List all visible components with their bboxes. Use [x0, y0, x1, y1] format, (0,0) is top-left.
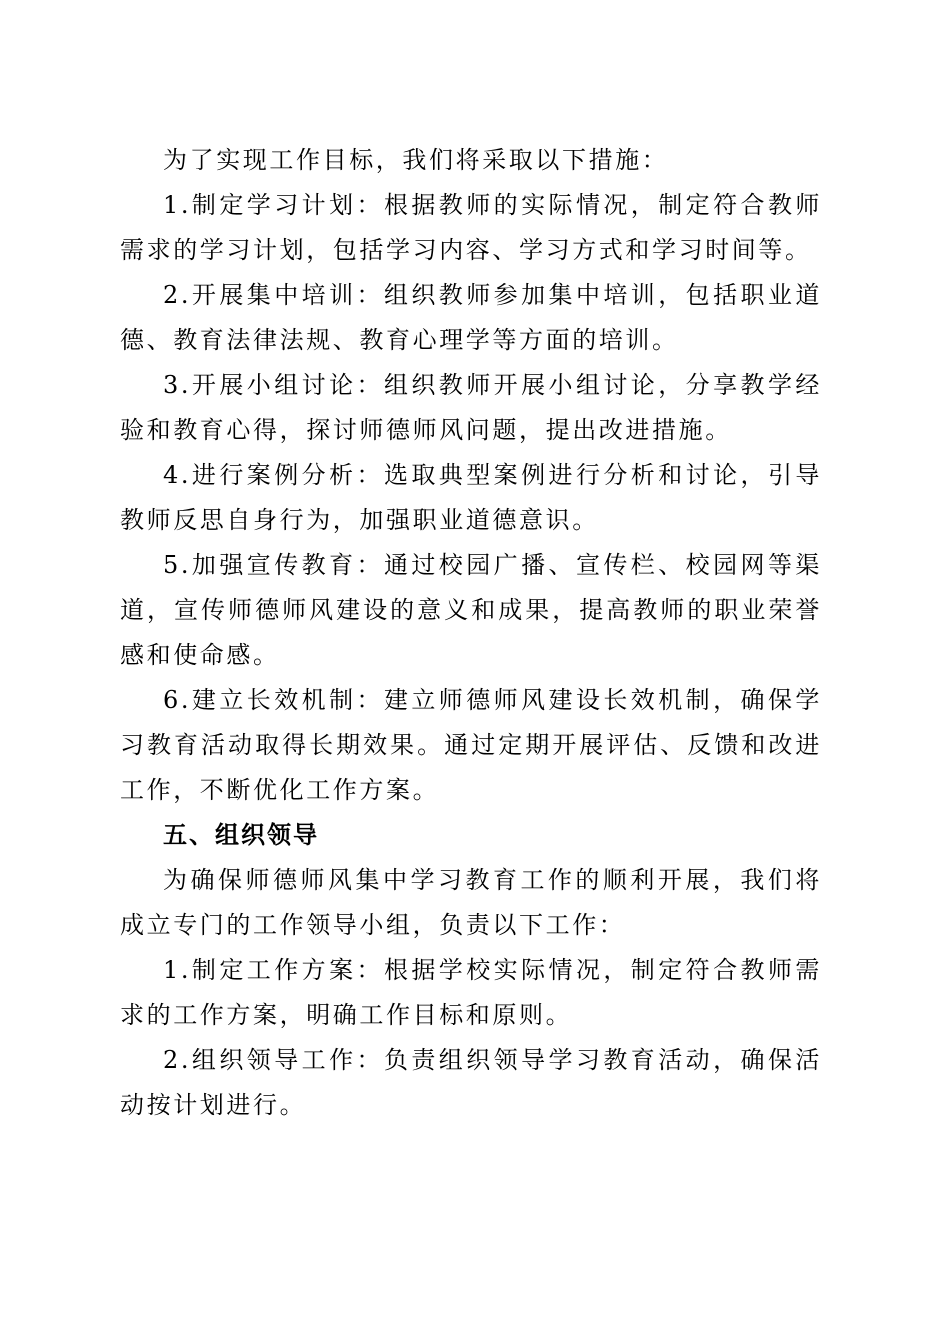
measure-1: 1.制定学习计划：根据教师的实际情况，制定符合教师需求的学习计划，包括学习内容、学习方式和学习时间等。: [120, 191, 822, 264]
measure-4: 4.进行案例分析：选取典型案例进行分析和讨论，引导教师反思自身行为，加强职业道德意识。: [120, 461, 822, 534]
measures-intro: 为了实现工作目标，我们将采取以下措施：: [163, 146, 669, 174]
measure-3: 3.开展小组讨论：组织教师开展小组讨论，分享教学经验和教育心得，探讨师德师风问题，提出改进措施。: [120, 371, 822, 444]
section-heading-organization: 五、组织领导: [163, 821, 319, 849]
section-item-1: 1.制定工作方案：根据学校实际情况，制定符合教师需求的工作方案，明确工作目标和原则。: [120, 956, 822, 1029]
measure-6: 6.建立长效机制：建立师德师风建设长效机制，确保学习教育活动取得长期效果。通过定期开展评估、反馈和改进工作，不断优化工作方案。: [120, 686, 822, 804]
document-page: [120, 138, 822, 1128]
measure-2: 2.开展集中培训：组织教师参加集中培训，包括职业道德、教育法律法规、教育心理学等方面的培训。: [120, 281, 822, 354]
section-intro: 为确保师德师风集中学习教育工作的顺利开展，我们将成立专门的工作领导小组，负责以下工作：: [120, 866, 822, 939]
section-item-2: 2.组织领导工作：负责组织领导学习教育活动，确保活动按计划进行。: [120, 1046, 822, 1119]
measure-5: 5.加强宣传教育：通过校园广播、宣传栏、校园网等渠道，宣传师德师风建设的意义和成果，提高教师的职业荣誉感和使命感。: [120, 551, 822, 669]
